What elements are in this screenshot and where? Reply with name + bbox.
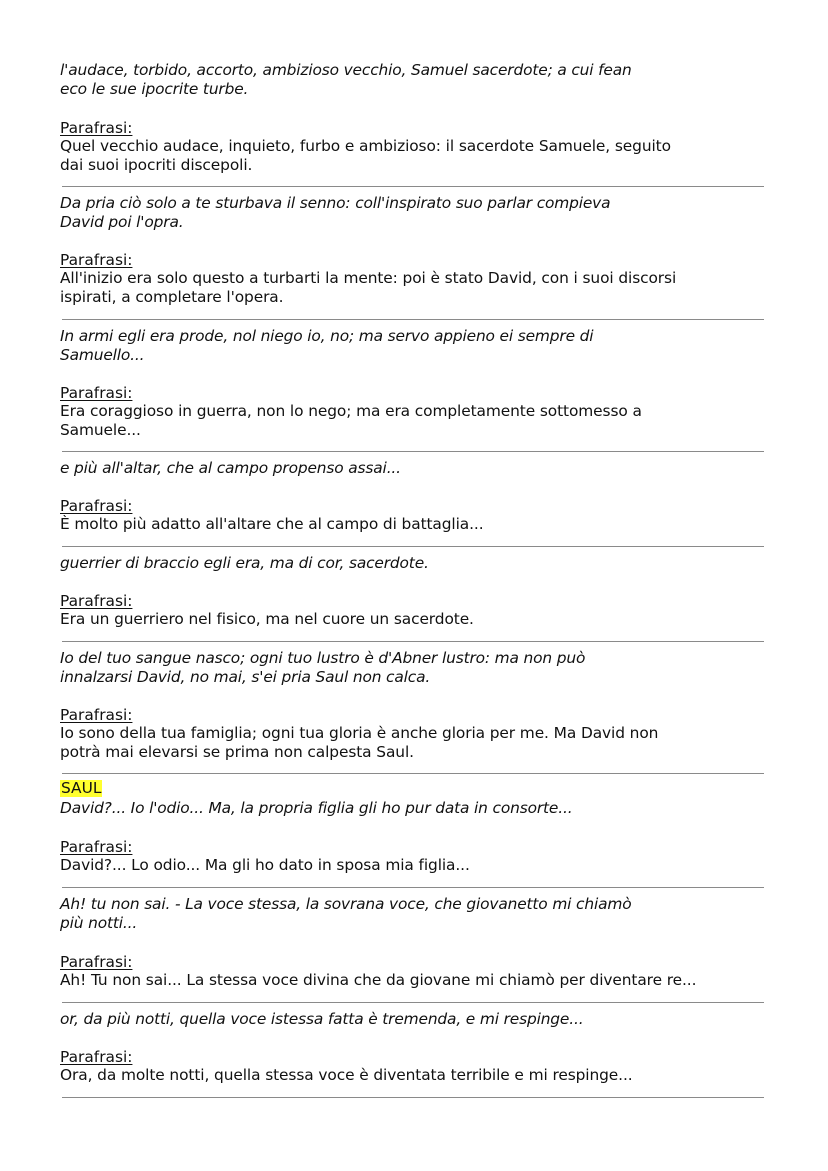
- parafrasi-text: [60, 1066, 772, 1085]
- parafrasi-text: [60, 402, 772, 439]
- parafrasi-label: Parafrasi:: [60, 384, 133, 402]
- verse-line: l'audace, torbido, accorto, ambizioso vecchio, Samuel sacerdote; a cui fean: [60, 61, 632, 79]
- parafrasi-label: Parafrasi:: [60, 953, 133, 971]
- parafrasi-label: Parafrasi:: [60, 251, 133, 269]
- parafrasi-line: Io sono della tua famiglia; ogni tua gloria è anche gloria per me. Ma David non: [60, 724, 659, 742]
- parafrasi-label: Parafrasi:: [60, 497, 133, 515]
- divider: [62, 1097, 764, 1098]
- verse-line: innalzarsi David, no mai, s'ei pria Saul non calca.: [60, 667, 431, 686]
- parafrasi-line: Samuele...: [60, 420, 141, 439]
- parafrasi-line: potrà mai elevarsi se prima non calpesta Saul.: [60, 742, 414, 761]
- divider: [62, 451, 764, 452]
- verse-line: e più all'altar, che al campo propenso assai...: [60, 459, 401, 477]
- original-verse: [60, 895, 772, 932]
- parafrasi-label: Parafrasi:: [60, 119, 133, 137]
- parafrasi-text: [60, 610, 772, 629]
- verse-line: David?... Io l'odio... Ma, la propria figlia gli ho pur data in consorte...: [60, 799, 573, 817]
- verse-line: eco le sue ipocrite turbe.: [60, 79, 249, 98]
- parafrasi-line: Quel vecchio audace, inquieto, furbo e ambizioso: il sacerdote Samuele, seguito: [60, 137, 671, 155]
- parafrasi-text: [60, 724, 772, 761]
- verse-line: Da pria ciò solo a te sturbava il senno: coll'inspirato suo parlar compieva: [60, 194, 611, 212]
- verse-line: Samuello...: [60, 345, 145, 364]
- parafrasi-text: [60, 515, 772, 534]
- parafrasi-text: [60, 137, 772, 174]
- divider: [62, 773, 764, 774]
- parafrasi-line: Ah! Tu non sai... La stessa voce divina che da giovane mi chiamò per diventare re...: [60, 971, 697, 989]
- original-verse: [60, 1010, 772, 1029]
- verse-line: Io del tuo sangue nasco; ogni tuo lustro è d'Abner lustro: ma non può: [60, 649, 586, 667]
- parafrasi-label: Parafrasi:: [60, 706, 133, 724]
- divider: [62, 641, 764, 642]
- original-verse: [60, 459, 772, 478]
- verse-line: guerrier di braccio egli era, ma di cor, sacerdote.: [60, 554, 429, 572]
- parafrasi-line: Era coraggioso in guerra, non lo nego; ma era completamente sottomesso a: [60, 402, 642, 420]
- divider: [62, 1002, 764, 1003]
- parafrasi-line: Era un guerriero nel fisico, ma nel cuore un sacerdote.: [60, 610, 474, 628]
- divider: [62, 887, 764, 888]
- original-verse: [60, 554, 772, 573]
- parafrasi-text: [60, 269, 772, 306]
- parafrasi-line: All'inizio era solo questo a turbarti la mente: poi è stato David, con i suoi discorsi: [60, 269, 677, 287]
- parafrasi-text: [60, 971, 772, 990]
- parafrasi-label: Parafrasi:: [60, 1048, 133, 1066]
- divider: [62, 546, 764, 547]
- verse-line: più notti...: [60, 913, 138, 932]
- original-verse: [60, 799, 772, 818]
- verse-line: Ah! tu non sai. - La voce stessa, la sovrana voce, che giovanetto mi chiamò: [60, 895, 632, 913]
- original-verse: [60, 194, 772, 231]
- divider: [62, 319, 764, 320]
- parafrasi-line: dai suoi ipocriti discepoli.: [60, 155, 253, 174]
- speaker-label: SAUL: [61, 779, 102, 797]
- parafrasi-line: ispirati, a completare l'opera.: [60, 287, 284, 306]
- original-verse: [60, 61, 772, 98]
- original-verse: [60, 327, 772, 364]
- parafrasi-line: David?... Lo odio... Ma gli ho dato in sposa mia figlia...: [60, 856, 470, 874]
- parafrasi-label: Parafrasi:: [60, 592, 133, 610]
- parafrasi-line: Ora, da molte notti, quella stessa voce è diventata terribile e mi respinge...: [60, 1066, 633, 1084]
- divider: [62, 186, 764, 187]
- parafrasi-text: [60, 856, 772, 875]
- verse-line: In armi egli era prode, nol niego io, no; ma servo appieno ei sempre di: [60, 327, 594, 345]
- verse-line: David poi l'opra.: [60, 212, 184, 231]
- verse-line: or, da più notti, quella voce istessa fatta è tremenda, e mi respinge...: [60, 1010, 584, 1028]
- parafrasi-label: Parafrasi:: [60, 838, 133, 856]
- parafrasi-line: È molto più adatto all'altare che al campo di battaglia...: [60, 515, 484, 533]
- original-verse: [60, 649, 772, 686]
